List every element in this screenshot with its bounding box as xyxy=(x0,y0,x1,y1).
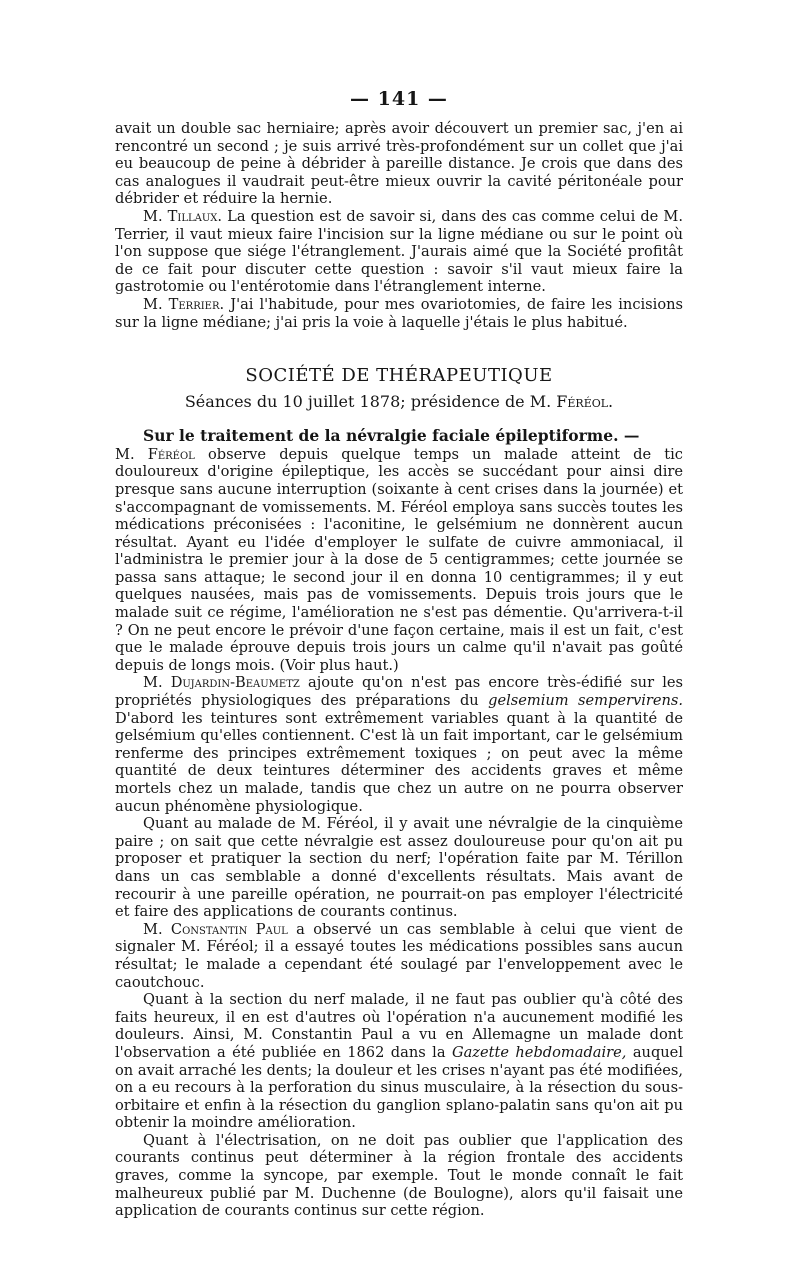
italic-term: gelsemium sempervirens. xyxy=(488,692,684,710)
paragraph-malade: Quant au malade de M. Féréol, il y avait une névralgie de la cinquième paire ; on sait que cette névralgie est assez douloureuse pour qu'on ait pu proposer et pratiquer la section du nerf; l'opération faite par M. Térillon dans un cas semblable a donné d'excellents résultats. Mais avant de recourir à une pareille opération, ne pourrait-on pas employer l'électricité et faire des applications de courants continus. xyxy=(115,815,683,921)
session-line xyxy=(115,392,683,411)
article-heading-paragraph xyxy=(115,427,683,446)
speaker-name: M. Terrier. xyxy=(143,295,225,313)
speaker-name: M. Tillaux. xyxy=(143,207,223,225)
speaker-name: M. Féréol xyxy=(115,445,195,463)
paragraph-text: La question est de savoir si, dans des cas comme celui de M. Terrier, il vaut mieux faire l'incision sur la ligne médiane ou sur le point où l'on suppose que siége l'étranglement. J'aurais aimé que la Société profitât de ce fait pour discuter cette question : savoir s'il vaut mieux faire la gastrotomie ou l'entérotomie dans l'étranglement interne. xyxy=(115,207,683,296)
paragraph-text: D'abord les teintures sont extrêmement variables quant à la quantité de gelsémium qu'elles contiennent. C'est là un fait important, car le gelsémium renferme des principes extrêmement toxiques ; on peut avec la même quantité de deux teintures déterminer des accidents graves et même mortels chez un malade, tandis que chez un autre on ne pourra observer aucun phénomène physiologique. xyxy=(115,709,683,815)
paragraph-continued: avait un double sac herniaire; après avoir découvert un premier sac, j'en ai rencontré un second ; je suis arrivé très-profondément sur un collet que j'ai eu beaucoup de peine à débrider à pareille distance. Je crois que dans des cas analogues il vaudrait peut-être mieux ouvrir la cavité péritonéale pour débrider et réduire la hernie. xyxy=(115,120,683,208)
paragraph-text: observe depuis quelque temps un malade atteint de tic douloureux d'origine épileptique, les accès se succédant pour ainsi dire presque sans aucune interruption (soixante à cent crises dans la journée) et s'accompagnant de vomissements. M. Féréol employa sans succès toutes les médications préconisées : l'aconitine, le gelsémium ne donnèrent aucun résultat. Ayant eu l'idée d'employer le sulfate de cuivre ammoniacal, il l'administra le premier jour à la dose de 5 centigrammes; cette journée se passa sans attaque; le second jour il en donna 10 centigrammes; il y eut quelques nausées, mais pas de vomissements. Depuis trois jours que le malade suit ce régime, l'amélioration ne s'est pas démentie. Qu'arrivera-t-il ? On ne peut encore le prévoir d'une façon certaine, mais il est un fait, c'est que le malade éprouve depuis trois jours un calme qu'il n'avait pas goûté depuis de longs mois. (Voir plus haut.) xyxy=(115,445,683,674)
paragraph-text: J'ai l'habitude, pour mes ovariotomies, de faire les incisions sur la ligne médiane; j'ai pris la voie à laquelle j'étais le plus habitué. xyxy=(115,295,684,331)
speaker-name: M. Constantin Paul xyxy=(143,920,288,938)
paragraph-terrier xyxy=(115,296,683,331)
paragraph-section-nerf xyxy=(115,991,683,1132)
paragraph-dujardin xyxy=(115,674,683,815)
paragraph-tillaux xyxy=(115,208,683,296)
paragraph-electrisation: Quant à l'électrisation, on ne doit pas oublier que l'application des courants continus peut déterminer à la région frontale des accidents graves, comme la syncope, par exemple. Tout le monde connaît le fait malheureux publié par M. Duchenne (de Boulogne), alors qu'il faisait une application de courants continus sur cette région. xyxy=(115,1131,683,1220)
article-heading: Sur le traitement de la névralgie faciale épileptiforme. — xyxy=(143,426,640,446)
section-title: SOCIÉTÉ DE THÉRAPEUTIQUE xyxy=(245,365,553,387)
session-president: M. Féréol. xyxy=(529,392,614,412)
page xyxy=(115,88,683,1220)
page-number: — 141 — xyxy=(350,88,448,110)
paragraph-text: auquel on avait arraché les dents; la douleur et les crises n'ayant pas été modifiées, on a eu recours à la perforation du sinus musculaire, à la résection du sous-orbitaire et enfin à la résection du ganglion splano-palatin sans qu'on ait pu obtenir la moindre amélioration. xyxy=(115,1043,683,1132)
speaker-name: M. Dujardin-Beaumetz xyxy=(143,674,300,692)
paragraph-text: ajoute qu'on n'est pas encore très-édifié sur les propriétés physiologiques des préparations du xyxy=(115,674,684,710)
paragraph-fereol xyxy=(115,446,683,675)
paragraph-constantin-paul xyxy=(115,921,683,991)
paragraph-text: Quant à la section du nerf malade, il ne faut pas oublier qu'à côté des faits heureux, il en est d'autres où l'opération n'a aucunement modifié les douleurs. Ainsi, M. Constantin Paul a vu en Allemagne un malade dont l'observation a été publiée en 1862 dans la xyxy=(115,991,683,1061)
paragraph-text: a observé un cas semblable à celui que vient de signaler M. Féréol; il a essayé toutes les médications possibles sans aucun résultat; le malade a cependant été soulagé par l'enveloppement avec le caoutchouc. xyxy=(115,920,683,991)
italic-term: Gazette hebdomadaire, xyxy=(451,1043,627,1061)
session-date: Séances du 10 juillet 1878; présidence de xyxy=(184,392,530,412)
